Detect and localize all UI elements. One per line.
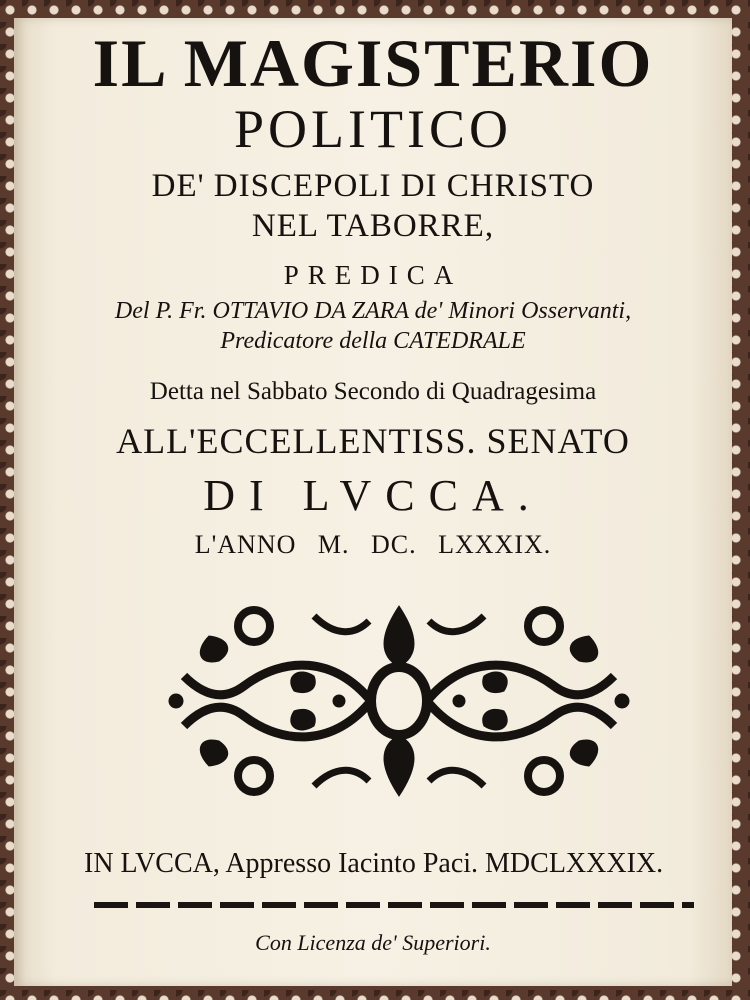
author-role: Predicatore della CATEDRALE xyxy=(220,328,526,354)
floral-woodcut-ornament-icon xyxy=(164,596,634,806)
license-line: Con Licenza de' Superiori. xyxy=(255,930,491,955)
genre-label: PREDICA xyxy=(283,260,463,290)
dedication-line-1: ALL'ECCELLENTISS. SENATO xyxy=(116,421,630,461)
dashed-rule xyxy=(94,902,694,908)
title-line-1: IL MAGISTERIO xyxy=(92,25,654,101)
occasion-line: Detta nel Sabbato Secondo di Quadragesima xyxy=(149,378,597,405)
year-line: L'ANNO M. DC. LXXXIX. xyxy=(194,530,552,559)
imprint-line: IN LVCCA, Appresso Iacinto Paci. MDCLXXXIX. xyxy=(84,848,664,879)
author-line: Del P. Fr. OTTAVIO DA ZARA de' Minori Osservanti, xyxy=(114,298,632,324)
title-line-4: NEL TABORRE, xyxy=(251,208,495,244)
title-line-3: DE' DISCEPOLI DI CHRISTO xyxy=(151,168,595,204)
dedication-line-2: DI LVCCA. xyxy=(203,471,543,520)
title-line-2: POLITICO xyxy=(234,99,512,159)
title-page xyxy=(14,18,732,986)
